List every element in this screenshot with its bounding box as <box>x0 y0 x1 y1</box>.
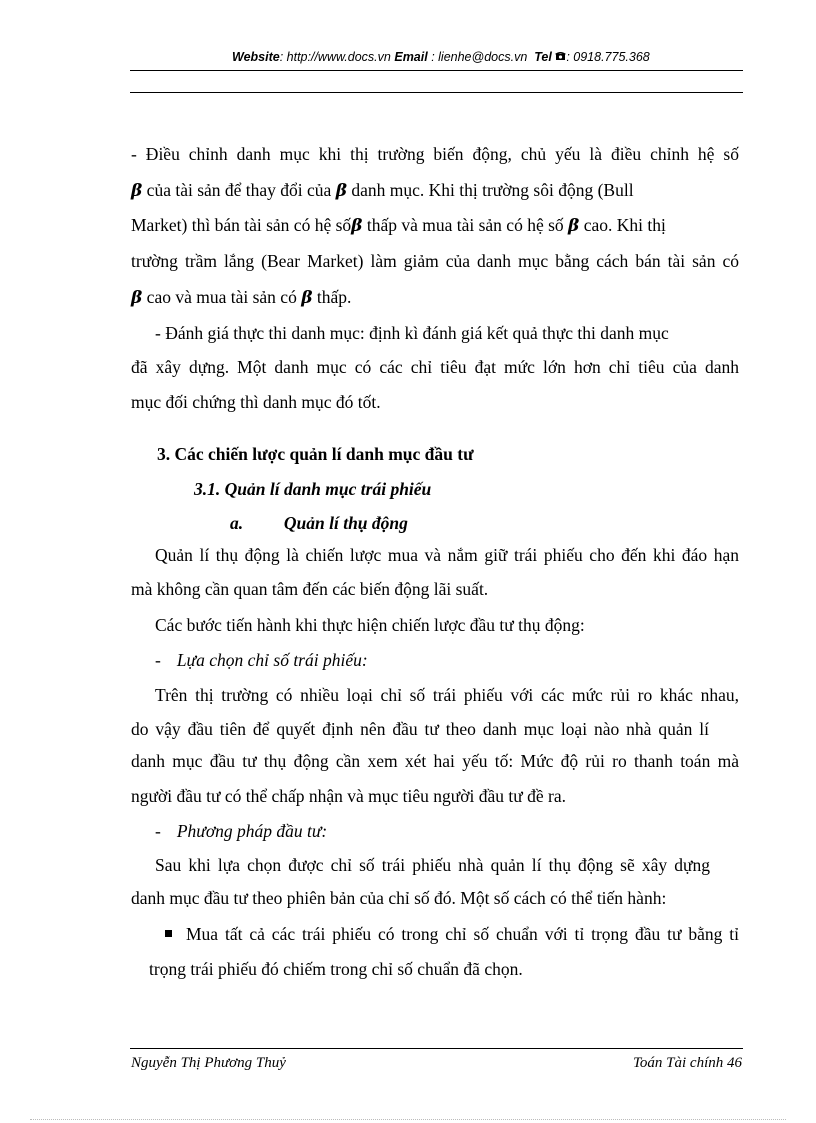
email-label: Email <box>394 50 428 64</box>
para2-line2: đã xây dựng. Một danh mục có các chỉ tiêu đạt mức lớn hơn chỉ tiêu của danh <box>131 357 739 377</box>
para7-line2: trọng trái phiếu đó chiếm trong chỉ số chuẩn đã chọn. <box>149 959 523 979</box>
para3-line2: mà không cần quan tâm đến các biến động lãi suất. <box>131 579 489 599</box>
header-rule-bottom <box>130 92 743 93</box>
para3-line1: Quản lí thụ động là chiến lược mua và nắm giữ trái phiếu cho đến khi đáo hạn <box>155 545 739 565</box>
heading-a-letter: a. <box>230 513 244 533</box>
para5-line2: do vậy đầu tiên để quyết định nên đầu tư theo danh mục loại nào nhà quản lí <box>131 719 709 739</box>
para2-line3: mục đối chứng thì danh mục đó tốt. <box>131 392 381 412</box>
website-value: : http://www.docs.vn <box>279 50 391 64</box>
section-heading-a <box>230 512 408 534</box>
website-label: Website <box>232 50 280 64</box>
tel-value: : 0918.775.368 <box>566 50 650 64</box>
para1-line2: β của tài sản để thay đổi của β danh mục. Khi thị trường sôi động (Bull <box>131 180 634 201</box>
para6-line1: Sau khi lựa chọn được chỉ số trái phiếu nhà quản lí thụ động sẽ xây dựng <box>155 855 710 875</box>
footer-course: Toán Tài chính 46 <box>632 1055 742 1071</box>
section-heading-3-1: 3.1. Quản lí danh mục trái phiếu <box>194 479 432 499</box>
para6-line2: danh mục đầu tư theo phiên bản của chỉ số đó. Một số cách có thể tiến hành: <box>131 888 667 908</box>
para5-line3: danh mục đầu tư thụ động cần xem xét hai yếu tố: Mức độ rủi ro thanh toán mà <box>131 751 739 771</box>
beta-symbol: β <box>131 181 143 201</box>
footer-rule <box>130 1048 743 1049</box>
heading-a-title: Quản lí thụ động <box>283 513 408 533</box>
footer-author: Nguyễn Thị Phương Thuỷ <box>131 1055 286 1071</box>
para4-line1: Các bước tiến hành khi thực hiện chiến lược đầu tư thụ động: <box>155 615 585 635</box>
phone-icon <box>555 50 566 64</box>
para1-line3: Market) thì bán tài sản có hệ sốβ thấp và mua tài sản có hệ số β cao. Khi thị <box>131 215 666 236</box>
para1-line1: - Điều chỉnh danh mục khi thị trường biến động, chủ yếu là điều chỉnh hệ số <box>131 144 739 164</box>
email-value: : lienhe@docs.vn <box>431 50 528 64</box>
para1-line5: β cao và mua tài sản có β thấp. <box>131 287 352 308</box>
para7-line1: Mua tất cả các trái phiếu có trong chỉ số chuẩn với tỉ trọng đầu tư bằng tỉ <box>165 923 739 945</box>
page-bottom-border <box>30 1119 786 1120</box>
page-header <box>232 50 650 64</box>
square-bullet-icon <box>165 930 172 937</box>
bullet-select-index: - Lựa chọn chỉ số trái phiếu: <box>155 650 368 670</box>
para2-line1: - Đánh giá thực thi danh mục: định kì đánh giá kết quả thực thi danh mục <box>155 323 669 343</box>
bullet-invest-method: - Phương pháp đầu tư: <box>155 821 328 841</box>
section-heading-3: 3. Các chiến lược quản lí danh mục đầu tư <box>157 444 474 464</box>
para1-line4: trường trầm lắng (Bear Market) làm giảm của danh mục bằng cách bán tài sản có <box>131 251 739 271</box>
para5-line1: Trên thị trường có nhiều loại chỉ số trái phiếu với các mức rủi ro khác nhau, <box>155 685 739 705</box>
para5-line4: người đầu tư có thể chấp nhận và mục tiêu người đầu tư đề ra. <box>131 786 567 806</box>
tel-label: Tel <box>534 50 552 64</box>
header-rule-top <box>130 70 743 71</box>
